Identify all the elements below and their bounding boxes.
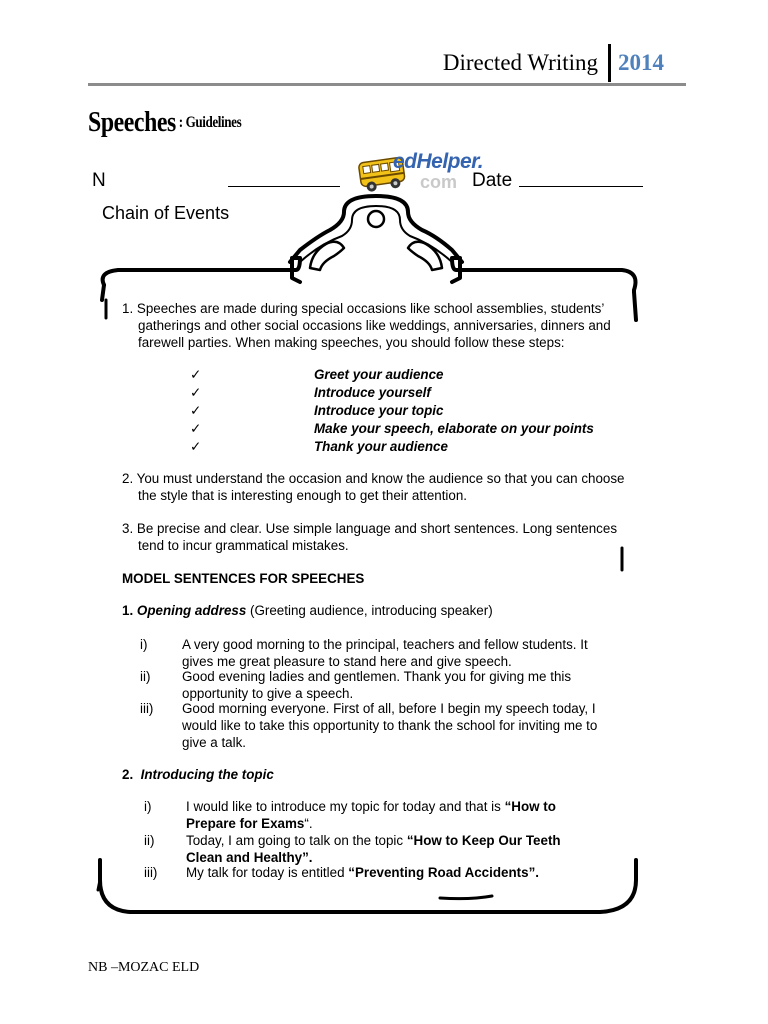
logo-tld: com (420, 172, 458, 192)
list-text: A very good morning to the principal, teachers and fellow students. It gives me great pleasure to stand here and give speech. (182, 637, 588, 669)
list-marker: iii) (144, 865, 158, 880)
list-marker: ii) (140, 669, 151, 684)
step-label: Introduce your topic (314, 403, 444, 418)
check-icon: ✓ (190, 403, 202, 418)
guideline-2: 2. You must understand the occasion and know the audience so that you can choose the style that is interesting enough to get their attention. (122, 471, 625, 503)
list-text-bold: “How to Prepare for Exams (186, 799, 556, 831)
list-text: Good evening ladies and gentlemen. Thank you for giving me this opportunity to give a speech. (182, 669, 572, 701)
list-text (186, 798, 566, 832)
list-marker: i) (140, 637, 148, 652)
list-marker: iii) (140, 701, 154, 716)
header-year: 2014 (618, 50, 664, 75)
step-label: Make your speech, elaborate on your points (314, 421, 594, 436)
guideline-3: 3. Be precise and clear. Use simple language and short sentences. Long sentences tend to incur grammatical mistakes. (122, 521, 618, 553)
date-label: Date (472, 170, 513, 191)
check-icon: ✓ (190, 385, 202, 400)
page-title-sep: : (175, 114, 186, 131)
step-label: Greet your audience (314, 367, 444, 382)
intro-num: 2. (122, 767, 134, 782)
opening-num: 1. (122, 603, 134, 618)
list-text (186, 864, 606, 881)
list-marker: ii) (144, 833, 155, 848)
list-text-bold: “How to Keep Our Teeth Clean and Healthy”. (186, 833, 561, 865)
check-icon: ✓ (190, 367, 202, 382)
list-text-end: “. (304, 816, 313, 831)
check-icon: ✓ (190, 421, 202, 436)
logo-brand: edHelper. (393, 150, 484, 173)
step-label: Thank your audience (314, 439, 448, 454)
opening-address-heading (122, 602, 622, 619)
guideline-1: 1. Speeches are made during special occasions like school assemblies, students’ gatherings and other social occasions like weddings, anniversaries, dinners and farewell parties. When making speeches, you should follow these steps: (122, 301, 611, 350)
introducing-topic-heading (122, 766, 622, 783)
list-text: Good morning everyone. First of all, before I begin my speech today, I would like to take this opportunity to thank the school for inviting me to give a talk. (182, 701, 598, 750)
name-label: N (92, 170, 106, 191)
step-label: Introduce yourself (314, 385, 431, 400)
list-marker: i) (144, 799, 152, 814)
opening-note: (Greeting audience, introducing speaker) (246, 603, 493, 618)
opening-title: Opening address (136, 603, 247, 618)
list-text-bold: “Preventing Road Accidents”. (348, 865, 539, 880)
chain-of-events-label: Chain of Events (102, 203, 230, 223)
intro-title: Introducing the topic (140, 767, 274, 782)
page-title-sub: Guidelines (185, 114, 242, 131)
footer-text: NB –MOZAC ELD (88, 960, 200, 975)
list-text-plain: My talk for today is entitled (186, 865, 349, 880)
page-title-main: Speeches (88, 106, 176, 138)
list-text (186, 832, 586, 866)
list-text-plain: I would like to introduce my topic for today and that is (186, 799, 505, 814)
model-sentences-heading: MODEL SENTENCES FOR SPEECHES (122, 571, 365, 586)
check-icon: ✓ (190, 439, 202, 454)
header-title: Directed Writing (442, 50, 598, 75)
list-text-plain: Today, I am going to talk on the topic (186, 833, 407, 848)
